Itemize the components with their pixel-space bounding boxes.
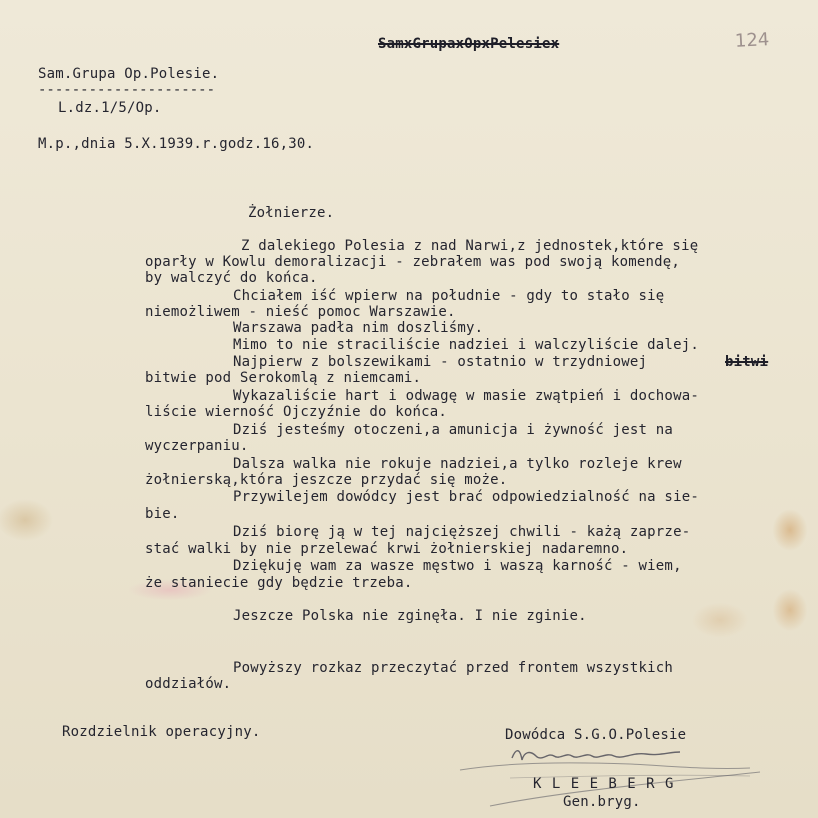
order-line: Powyższy rozkaz przeczytać przed frontem wszystkich bbox=[233, 660, 674, 676]
body-line: Wykazaliście hart i odwagę w masie zwątpień i dochowa- bbox=[233, 388, 699, 404]
body-line: oparły w Kowlu demoralizacji - zebrałem was pod swoją komendę, bbox=[145, 254, 680, 270]
body-line: Dalsza walka nie rokuje nadziei,a tylko rozleje krew bbox=[233, 456, 682, 472]
body-line: Dziś biorę ją w tej najcięższej chwili - każą zaprze- bbox=[233, 524, 691, 540]
header-rule: --------------------- bbox=[38, 82, 216, 98]
body-line: bie. bbox=[145, 506, 180, 522]
body-line: Chciałem iść wpierw na południe - gdy to stało się bbox=[233, 288, 665, 304]
struck-word: bitwi bbox=[725, 354, 769, 370]
body-line: Dziękuję wam za wasze męstwo i waszą karność - wiem, bbox=[233, 558, 682, 574]
rank: Gen.bryg. bbox=[563, 794, 641, 810]
body-line: żołnierską,która jeszcze przydać się może. bbox=[145, 472, 508, 488]
body-line: Warszawa padła nim doszliśmy. bbox=[233, 320, 484, 336]
body-line: Mimo to nie straciliście nadziei i walczyliście dalej. bbox=[233, 337, 699, 353]
salutation: Żołnierze. bbox=[248, 205, 335, 221]
body-line: Z dalekiego Polesia z nad Narwi,z jednostek,które się bbox=[241, 238, 699, 254]
distribution-label: Rozdzielnik operacyjny. bbox=[62, 724, 261, 740]
order-line: oddziałów. bbox=[145, 676, 232, 692]
archive-number: 124 bbox=[734, 29, 770, 52]
body-line: że staniecie gdy będzie trzeba. bbox=[145, 575, 413, 591]
signature-name: K L E E B E R G bbox=[533, 776, 675, 792]
commander-title: Dowódca S.G.O.Polesie bbox=[505, 727, 687, 743]
reference-number: L.dz.1/5/Op. bbox=[58, 100, 162, 116]
body-line: niemożliwem - nieść pomoc Warszawie. bbox=[145, 304, 456, 320]
closing-line: Jeszcze Polska nie zginęła. I nie zginie. bbox=[233, 608, 587, 624]
body-line: stać walki by nie przelewać krwi żołnierskiej nadaremno. bbox=[145, 541, 629, 557]
body-line: liście wierność Ojczyźnie do końca. bbox=[145, 404, 448, 420]
unit-name: Sam.Grupa Op.Polesie. bbox=[38, 66, 220, 82]
body-line: Przywilejem dowódcy jest brać odpowiedzialność na sie- bbox=[233, 489, 699, 505]
body-line: Najpierw z bolszewikami - ostatnio w trzydniowej bbox=[233, 354, 648, 370]
struck-header-line: SamxGrupaxOpxPelesiex bbox=[378, 36, 560, 52]
body-line: Dziś jesteśmy otoczeni,a amunicja i żywność jest na bbox=[233, 422, 674, 438]
date-line: M.p.,dnia 5.X.1939.r.godz.16,30. bbox=[38, 136, 315, 152]
body-line: wyczerpaniu. bbox=[145, 438, 249, 454]
body-line: by walczyć do końca. bbox=[145, 270, 318, 286]
body-line: bitwie pod Serokomlą z niemcami. bbox=[145, 370, 422, 386]
